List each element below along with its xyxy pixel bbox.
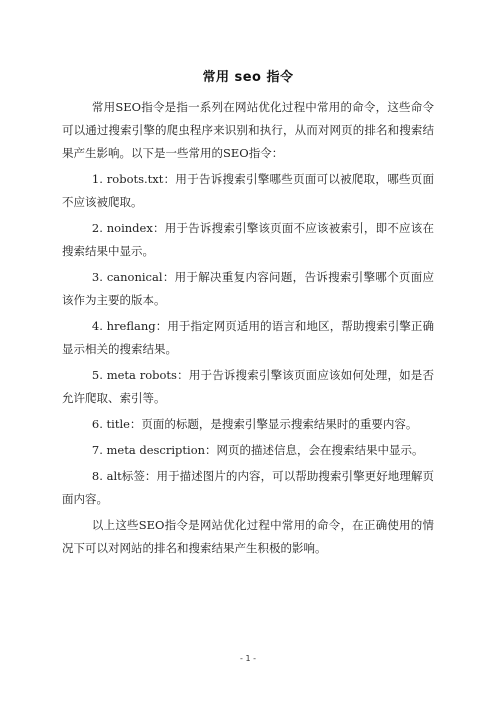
list-item-title: 6. title：页面的标题，是搜索引擎显示搜索结果时的重要内容。: [91, 417, 418, 431]
list-item-meta-description: 7. meta description：网页的描述信息，会在搜索结果中显示。: [91, 443, 424, 457]
document-body: [62, 96, 434, 563]
intro-paragraph: 常用SEO指令是指一系列在网站优化过程中常用的命令，这些命令可以通过搜索引擎的爬虫程序来识别和执行，从而对网页的排名和搜索结果产生影响。以下是一些常用的SEO指令：: [62, 100, 434, 160]
page-number: - 1 -: [240, 654, 256, 663]
list-item-meta-robots: 5. meta robots：用于告诉搜索引擎该页面应该如何处理，如是否允许爬取、索引等。: [62, 368, 434, 405]
list-item-robots-txt: 1. robots.txt：用于告诉搜索引擎哪些页面可以被爬取，哪些页面不应该被爬取。: [62, 172, 434, 209]
conclusion-paragraph: 以上这些SEO指令是网站优化过程中常用的命令，在正确使用的情况下可以对网站的排名和搜索结果产生积极的影响。: [62, 518, 434, 555]
list-item-alt-tag: 8. alt标签：用于描述图片的内容，可以帮助搜索引擎更好地理解页面内容。: [62, 469, 434, 506]
list-item-hreflang: 4. hreflang：用于指定网页适用的语言和地区，帮助搜索引擎正确显示相关的搜索结果。: [62, 319, 434, 356]
list-item-noindex: 2. noindex：用于告诉搜索引擎该页面不应该被索引，即不应该在搜索结果中显示。: [62, 221, 434, 258]
list-item-canonical: 3. canonical：用于解决重复内容问题，告诉搜索引擎哪个页面应该作为主要的版本。: [62, 270, 434, 307]
document-title: 常用 seo 指令: [202, 70, 294, 85]
